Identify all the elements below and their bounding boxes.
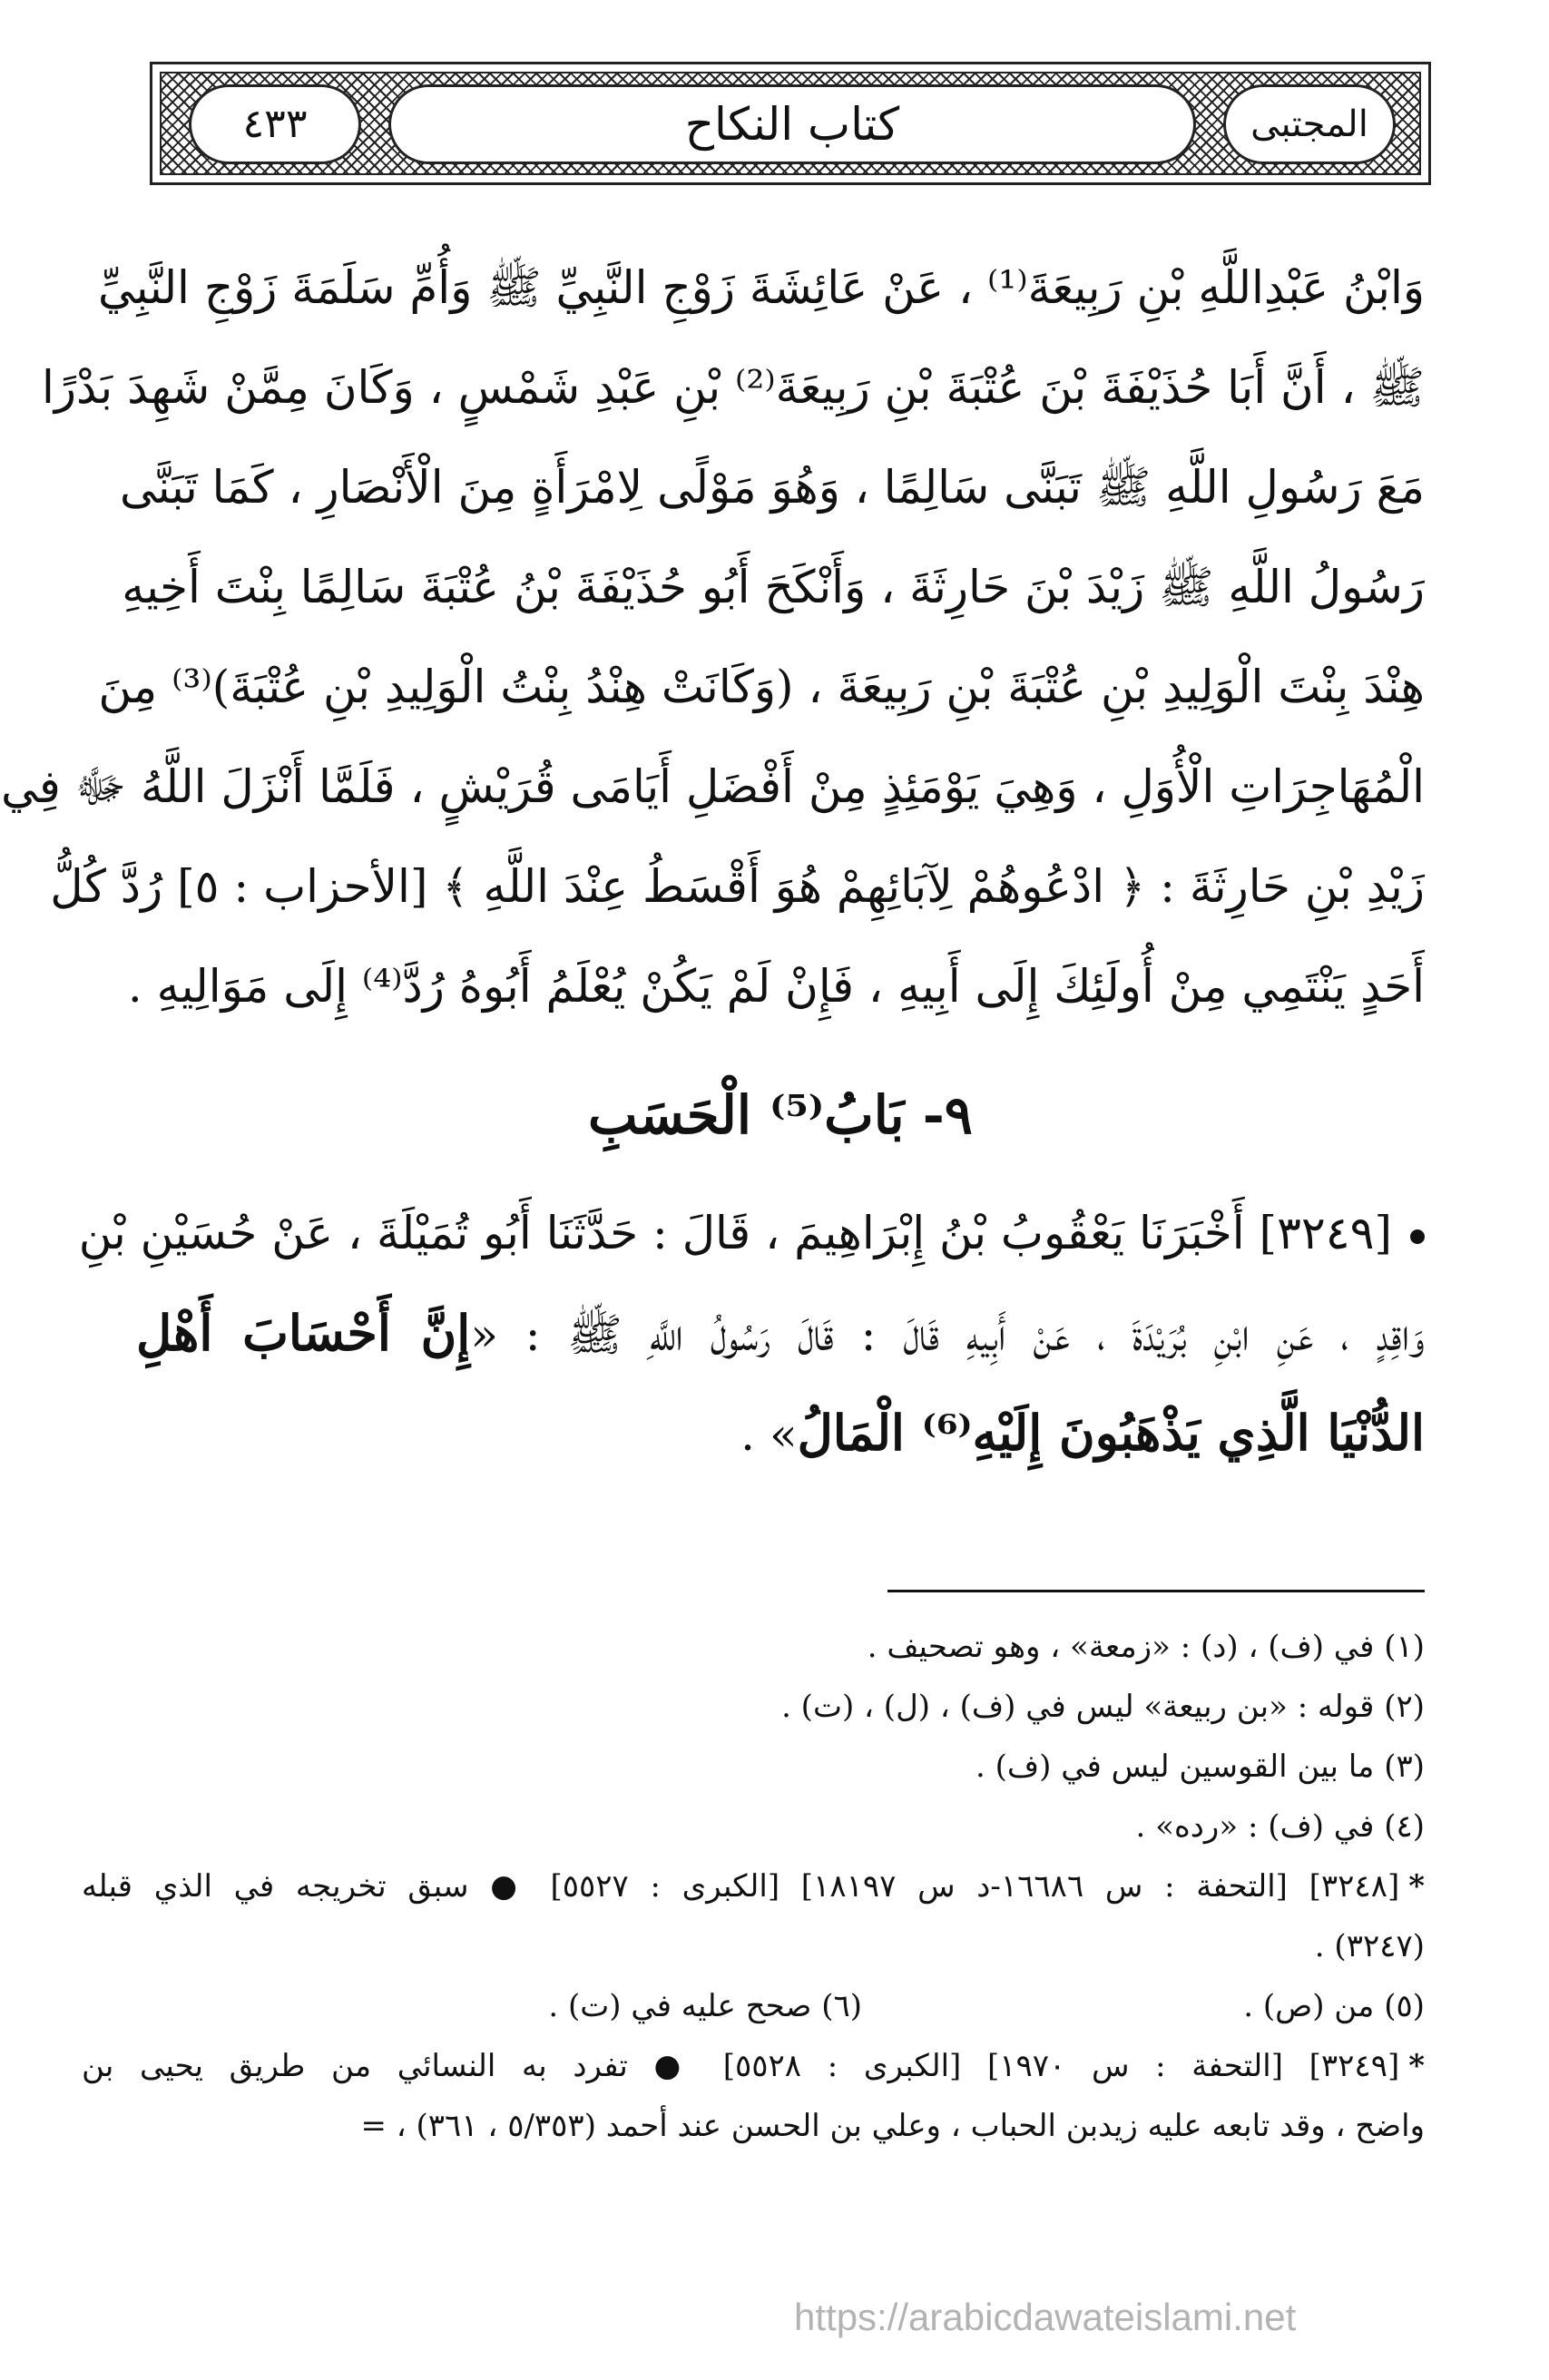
footnote-divider [887,1590,1425,1592]
footnotes [82,1617,1425,2156]
hadith-line [78,1183,1425,1283]
header-ornament-border [160,72,1421,175]
hadith-text: [٣٢٤٩] أَخْبَرَنَا يَعْقُوبُ بْنُ إِبْرَاهِيمَ ، قَالَ : حَدَّثَنَا أَبُو تُمَيْلَةَ ، عَنْ حُسَيْنِ بْنِ [78,1207,1392,1259]
footnote: (٤) في (ف) : «رده» . [1135,1808,1425,1845]
star-icon: * [1408,2048,1425,2084]
book-name-cartouche [1223,84,1396,164]
text-line: زَيْدِ بْنِ حَارِثَةَ : ﴿ ادْعُوهُمْ لِآبَائِهِمْ هُوَ أَقْسَطُ عِنْدَ اللَّهِ ﴾ [الأحزاب : ٥] رُدَّ كُلُّ [50,860,1425,913]
hadith-line [136,1283,1425,1383]
book-name: المجتبى [1250,103,1368,145]
page-number-cartouche [189,84,361,164]
main-text [1,238,1425,1483]
text-line: ﷺ ، أَنَّ أَبَا حُذَيْفَةَ بْنَ عُتْبَةَ بْنِ رَبِيعَةَ⁽²⁾ بْنِ عَبْدِ شَمْسٍ ، وَكَانَ مِمَّنْ شَهِدَ بَدْرًا [42,361,1425,414]
text-line: الْمُهَاجِرَاتِ الْأُوَلِ ، وَهِيَ يَوْمَئِذٍ مِنْ أَفْضَلِ أَيَامَى قُرَيْشٍ ، فَلَمَّا أَنْزَلَ اللَّهُ ﷻ فِي [1,760,1425,813]
hadith-bold-text: إِنَّ أَحْسَابَ أَهْلِ [136,1304,471,1362]
text-line: أَحَدٍ يَنْتَمِي مِنْ أُولَئِكَ إِلَى أَبِيهِ ، فَإِنْ لَمْ يَكُنْ يُعْلَمُ أَبُوهُ رُدَّ⁽⁴⁾ إِلَى مَوَالِيهِ . [127,960,1425,1013]
footnote: (٢) قوله : «بن ربيعة» ليس في (ف) ، (ل) ، (ت) . [781,1689,1425,1725]
takhrij-text: [٣٢٤٨] [التحفة : س ١٦٦٨٦-د س ١٨١٩٧] [الكبرى : ٥٥٢٧] ● سبق تخريجه في الذي قبله [82,1868,1400,1905]
hadith-text: وَاقِدٍ ، عَنِ ابْنِ بُرَيْدَةَ ، عَنْ أَبِيهِ قَالَ : قَالَ رَسُولُ اللَّهِ ﷺ : « [470,1308,1425,1361]
hadith-text: » . [740,1408,798,1461]
section-heading: ٩- بَابُ⁽⁵⁾ الْحَسَبِ [588,1084,973,1146]
hadith-line [136,1383,1425,1483]
text-line: وَابْنُ عَبْدِاللَّهِ بْنِ رَبِيعَةَ⁽¹⁾ ، عَنْ عَائِشَةَ زَوْجِ النَّبِيِّ ﷺ وَأُمِّ سَلَمَةَ زَوْجِ النَّبِيِّ [97,261,1425,314]
takhrij-note [82,2036,1425,2096]
footnote: (٥) من (ص) . [1243,1988,1425,2024]
footnote: (٣) ما بين القوسين ليس في (ف) . [975,1748,1425,1785]
page-header [150,62,1431,185]
page-number: ٤٣٣ [242,101,308,147]
hadith-bold-text: الدُّنْيَا الَّذِي يَذْهَبُونَ إِلَيْهِ⁽⁶⁾ الْمَالُ [797,1404,1425,1462]
takhrij-text: [٣٢٤٩] [التحفة : س ١٩٧٠] [الكبرى : ٥٥٢٨] ● تفرد به النسائي من طريق يحيى بن [82,2048,1400,2084]
takhrij-continuation: واضح ، وقد تابعه عليه زيدبن الحباب ، وعلي بن الحسن عند أحمد (٥/٣٥٣ ، ٣٦١) ، = [360,2108,1425,2144]
chapter-title-cartouche [388,84,1196,164]
chapter-title: كتاب النكاح [684,98,900,151]
text-line: مَعَ رَسُولِ اللَّهِ ﷺ تَبَنَّى سَالِمًا ، وَهُوَ مَوْلًى لِامْرَأَةٍ مِنَ الْأَنْصَارِ ، كَمَا تَبَنَّى [120,461,1425,514]
star-icon: * [1408,1868,1425,1905]
text-line: هِنْدَ بِنْتَ الْوَلِيدِ بْنِ عُتْبَةَ بْنِ رَبِيعَةَ ، (وَكَانَتْ هِنْدُ بِنْتُ الْوَلِيدِ بْنِ عُتْبَةَ)⁽³⁾ مِنَ [98,661,1425,713]
footnote: (٦) صحح عليه في (ت) . [548,1988,862,2024]
footnote: (١) في (ف) ، (د) : «زمعة» ، وهو تصحيف . [867,1629,1425,1665]
text-line: رَسُولُ اللَّهِ ﷺ زَيْدَ بْنَ حَارِثَةَ ، وَأَنْكَحَ أَبُو حُذَيْفَةَ بْنُ عُتْبَةَ سَالِمًا بِنْتَ أَخِيهِ [122,561,1425,613]
watermark-url: https://arabicdawateislami.net [794,2296,1297,2338]
takhrij-note [82,1856,1425,1916]
footnote-row [82,1976,1425,2036]
takhrij-continuation: (٣٢٤٧) . [1314,1928,1425,1964]
bullet-icon [1410,1229,1425,1244]
